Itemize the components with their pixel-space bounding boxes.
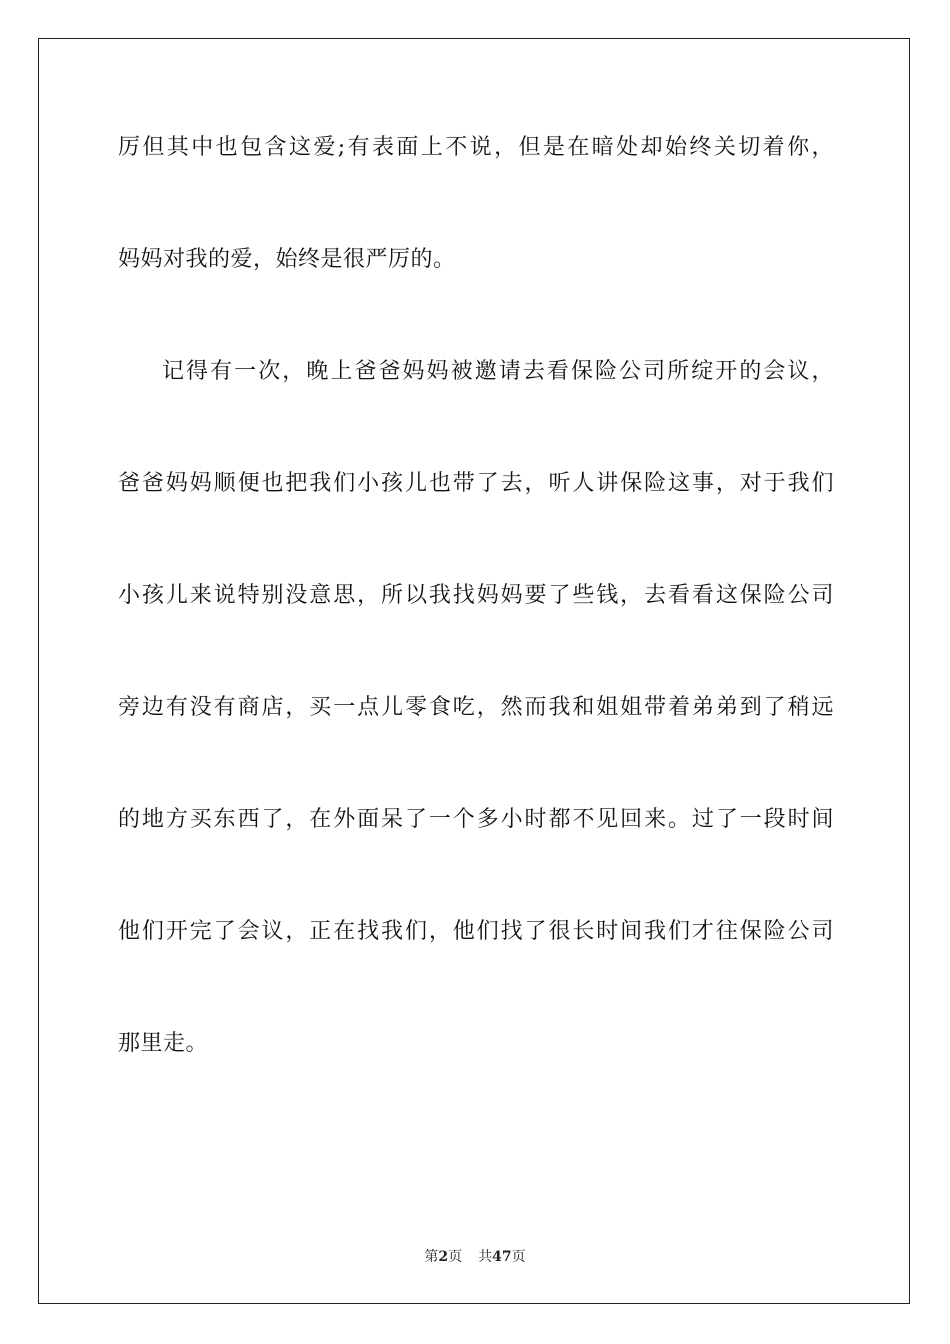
text-line-7: 的地方买东西了，在外面呆了一个多小时都不见回来。过了一段时间 bbox=[118, 807, 834, 832]
text-line-8: 他们开完了会议，正在找我们，他们找了很长时间我们才往保险公司 bbox=[118, 919, 834, 944]
total-pages: 47 bbox=[492, 1249, 512, 1265]
text-line-5: 小孩儿来说特别没意思，所以我找妈妈要了些钱，去看看这保险公司 bbox=[118, 583, 834, 608]
page-prefix: 第 bbox=[424, 1249, 439, 1265]
page-suffix: 页 bbox=[448, 1249, 463, 1265]
page-number: 2 bbox=[438, 1249, 449, 1265]
page-border bbox=[38, 38, 910, 1304]
text-line-2: 妈妈对我的爱，始终是很严厉的。 bbox=[118, 247, 456, 272]
text-line-4: 爸爸妈妈顺便也把我们小孩儿也带了去，听人讲保险这事，对于我们 bbox=[118, 471, 834, 496]
text-line-9: 那里走。 bbox=[118, 1031, 209, 1056]
text-line-6: 旁边有没有商店，买一点儿零食吃，然而我和姐姐带着弟弟到了稍远 bbox=[118, 695, 834, 720]
paragraph-start-line: 记得有一次，晚上爸爸妈妈被邀请去看保险公司所绽开的会议， bbox=[162, 359, 834, 384]
total-prefix: 共 bbox=[478, 1249, 493, 1265]
total-suffix: 页 bbox=[511, 1249, 526, 1265]
text-line-1: 厉但其中也包含这爱;有表面上不说，但是在暗处却始终关切着你， bbox=[118, 135, 834, 160]
page-footer bbox=[0, 1246, 950, 1266]
